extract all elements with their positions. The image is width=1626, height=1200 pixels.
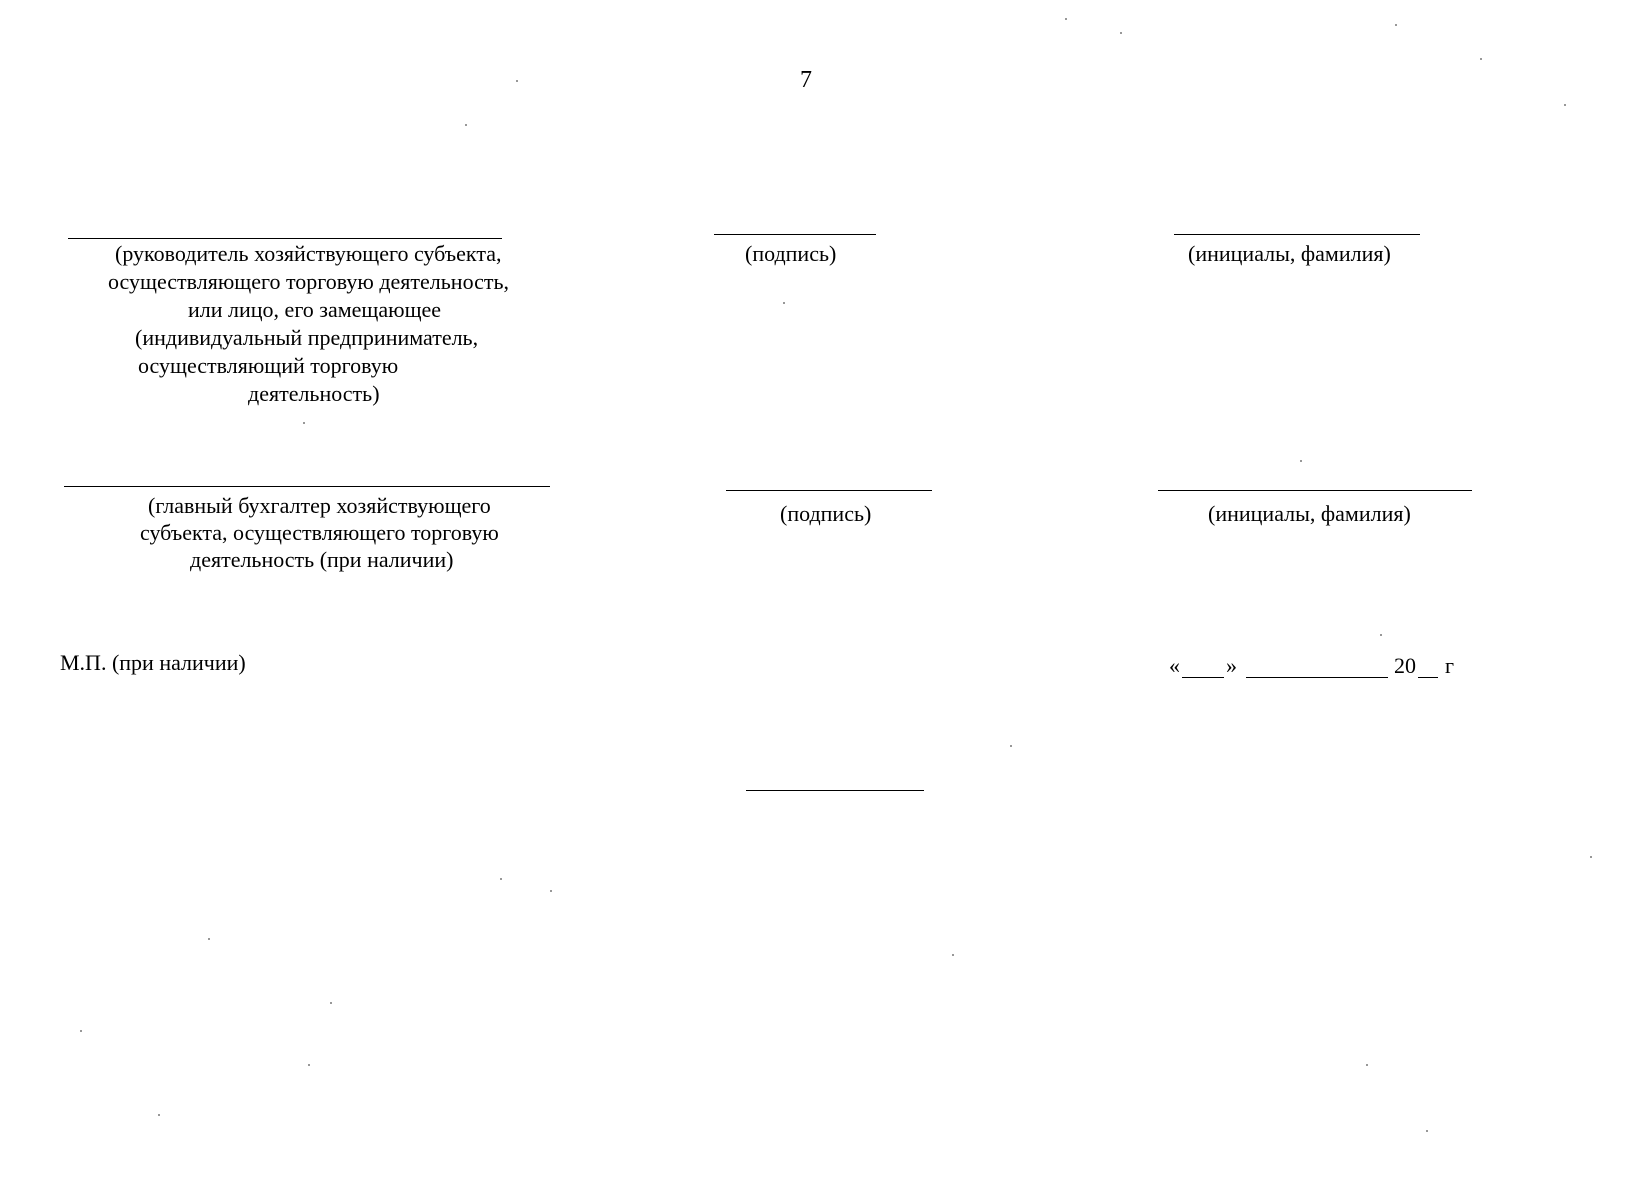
position-line-1 (68, 238, 502, 239)
position-caption-1-line-2: осуществляющего торговую деятельность, (108, 269, 510, 294)
scan-speck (1120, 32, 1122, 34)
closing-rule (746, 790, 924, 791)
signature-line-2 (726, 490, 932, 491)
scan-speck (1395, 24, 1397, 26)
scan-speck (303, 422, 305, 424)
position-caption-1-line-1: (руководитель хозяйствующего субъекта, (115, 241, 502, 266)
signature-caption-1: (подпись) (745, 241, 837, 266)
scan-speck (500, 878, 502, 880)
scan-speck (308, 1064, 310, 1066)
scan-speck (1380, 634, 1382, 636)
scan-speck (1564, 104, 1566, 106)
page-number: 7 (800, 67, 812, 93)
date-month-blank (1246, 677, 1388, 678)
position-caption-1-line-6: деятельность) (248, 381, 380, 406)
scan-speck (1065, 18, 1067, 20)
name-caption-1: (инициалы, фамилия) (1188, 241, 1391, 266)
scan-speck (465, 124, 467, 126)
scan-speck (952, 954, 954, 956)
scan-speck (1366, 1064, 1368, 1066)
name-caption-2: (инициалы, фамилия) (1208, 501, 1411, 526)
signature-caption-2: (подпись) (780, 501, 872, 526)
scan-speck (158, 1114, 160, 1116)
scan-speck (783, 302, 785, 304)
date-close-quote: » (1226, 653, 1237, 678)
position-line-2 (64, 486, 550, 487)
scan-speck (1590, 856, 1592, 858)
date-day-blank (1182, 677, 1224, 678)
scan-speck (1010, 745, 1012, 747)
stamp-label: М.П. (при наличии) (60, 650, 246, 675)
scan-speck (80, 1030, 82, 1032)
position-caption-1-line-3: или лицо, его замещающее (188, 297, 442, 322)
scan-speck (330, 1002, 332, 1004)
position-caption-2-line-2: субъекта, осуществляющего торговую (140, 520, 499, 545)
signature-line-1 (714, 234, 876, 235)
scan-speck (516, 80, 518, 82)
date-year-prefix: 20 (1394, 653, 1416, 678)
name-line-1 (1174, 234, 1420, 235)
position-caption-1-line-4: (индивидуальный предприниматель, (135, 325, 479, 350)
scan-speck (208, 938, 210, 940)
scan-speck (550, 890, 552, 892)
name-line-2 (1158, 490, 1472, 491)
date-year-blank (1418, 677, 1438, 678)
scan-speck (1480, 58, 1482, 60)
scan-speck (1300, 460, 1302, 462)
scan-speck (1426, 1130, 1428, 1132)
date-year-suffix: г (1445, 653, 1455, 678)
position-caption-2-line-3: деятельность (при наличии) (190, 547, 454, 572)
date-open-quote: « (1169, 653, 1180, 678)
position-caption-2-line-1: (главный бухгалтер хозяйствующего (148, 493, 491, 518)
position-caption-1-line-5: осуществляющий торговую (138, 353, 399, 378)
